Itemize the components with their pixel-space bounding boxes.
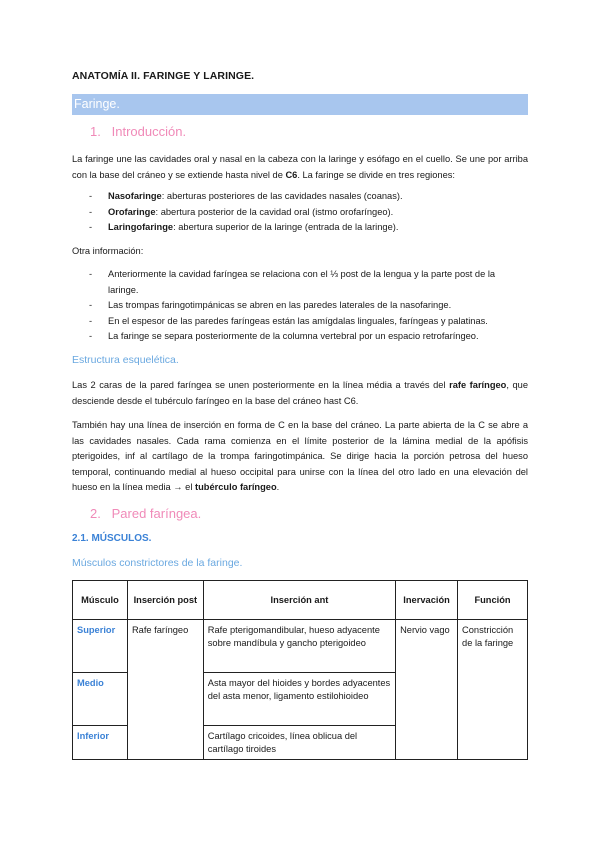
regions-list xyxy=(72,189,528,236)
inervacion-cell: Nervio vago xyxy=(396,620,458,760)
column-header: Inervación xyxy=(396,581,458,620)
item-text: Anteriormente la cavidad faríngea se relaciona con el ⅓ post de la lengua y la parte post de la laringe. xyxy=(108,269,496,295)
muscle-name: Superior xyxy=(73,620,128,673)
table-row xyxy=(73,620,528,673)
heading-number: 1. xyxy=(90,124,101,139)
muscles-table xyxy=(72,580,528,760)
heading-pared xyxy=(90,506,201,521)
heading-text: Introducción. xyxy=(111,124,187,139)
insercion-ant-cell: Rafe pterigomandibular, hueso adyacente sobre mandíbula y gancho pterigoideo xyxy=(203,620,395,673)
heading-estructura: Estructura esquelética. xyxy=(72,354,179,366)
text: Las 2 caras de la pared faríngea se unen posteriormente en la línea média a través del xyxy=(72,380,450,390)
insercion-ant-cell: Asta mayor del hioides y bordes adyacentes del asta menor, ligamento estilohioideo xyxy=(203,673,395,726)
list-item xyxy=(72,314,528,330)
list-item xyxy=(72,189,528,205)
insercion-post-cell: Rafe faríngeo xyxy=(127,620,203,760)
column-header: Inserción ant xyxy=(203,581,395,620)
item-text: La faringe se separa posteriormente de la columna vertebral por un espacio retrofaríngeo. xyxy=(108,331,479,341)
skeleton-paragraph-2 xyxy=(72,418,528,496)
list-item xyxy=(72,329,528,345)
dash-bullet: - xyxy=(89,206,93,217)
region-name: Nasofaringe xyxy=(108,191,162,201)
list-item xyxy=(72,298,528,314)
column-header: Función xyxy=(458,581,528,620)
dash-bullet: - xyxy=(89,315,93,326)
table-header-row xyxy=(73,581,528,620)
text: La faringe une las cavidades oral y nasal en la cabeza con la laringe y esófago en el cuello. Se une por arriba con la base del cráneo y se extiende hasta nivel de xyxy=(72,154,528,180)
dash-bullet: - xyxy=(89,269,93,279)
text: , que desciende desde el tubérculo faríngeo en la base del cráneo hast C6. xyxy=(72,380,528,406)
other-info-list xyxy=(72,267,528,345)
column-header: Inserción post xyxy=(127,581,203,620)
dash-bullet: - xyxy=(89,191,93,201)
region-name: Orofaringe xyxy=(108,206,156,217)
table-title: Músculos constrictores de la faringe. xyxy=(72,557,243,569)
list-item xyxy=(72,267,528,298)
document-title: ANATOMÍA II. FARINGE Y LARINGE. xyxy=(72,70,255,82)
heading-text: Pared faríngea. xyxy=(111,506,202,521)
list-item xyxy=(72,205,528,221)
text: . La faringe se divide en tres regiones: xyxy=(297,169,455,180)
bold-text: C6 xyxy=(285,169,298,180)
item-text: Las trompas faringotimpánicas se abren en las paredes laterales de la nasofaringe. xyxy=(108,300,452,310)
heading-number: 2. xyxy=(90,506,101,521)
muscle-name: Inferior xyxy=(73,726,128,760)
region-desc: : abertura superior de la laringe (entrada de la laringe). xyxy=(173,222,399,232)
skeleton-paragraph-1 xyxy=(72,378,528,409)
dash-bullet: - xyxy=(89,331,93,341)
heading-musculos: 2.1. MÚSCULOS. xyxy=(72,533,152,544)
region-desc: : abertura posterior de la cavidad oral (istmo orofaríngeo). xyxy=(155,206,394,217)
insercion-ant-cell: Cartílago cricoides, línea oblicua del cartílago tiroides xyxy=(203,726,395,760)
heading-introduccion xyxy=(90,124,186,139)
section-banner: Faringe. xyxy=(72,94,528,115)
column-header: Músculo xyxy=(73,581,128,620)
bold-text: rafe faríngeo xyxy=(449,380,507,390)
intro-paragraph xyxy=(72,152,528,183)
list-item xyxy=(72,220,528,236)
dash-bullet: - xyxy=(89,300,93,310)
region-desc: : aberturas posteriores de las cavidades nasales (coanas). xyxy=(161,191,403,201)
funcion-cell: Constricción de la faringe xyxy=(458,620,528,760)
other-info-label: Otra información: xyxy=(72,246,144,256)
text: . xyxy=(276,482,280,492)
item-text: En el espesor de las paredes faríngeas están las amígdalas linguales, faríngeas y palatinas. xyxy=(108,315,488,326)
text: También hay una línea de inserción en forma de C en la base del cráneo. La parte abierta de la C se abre a las cavidades nasales. Cada rama comienza en el límite posterior de la lámina medial de la apófisis pterigoides, inf al cartílago de la trompa faringotimpánica. Se dirige hacia la porción petrosa del hueso temporal, continuando medial al hueso occipital para unirse con la línea del otro lado en una elevación del hueso en la línea media → el xyxy=(72,420,528,492)
dash-bullet: - xyxy=(89,222,93,232)
bold-text: tubérculo faríngeo xyxy=(195,482,277,492)
region-name: Laringofaringe xyxy=(108,222,174,232)
muscle-name: Medio xyxy=(73,673,128,726)
